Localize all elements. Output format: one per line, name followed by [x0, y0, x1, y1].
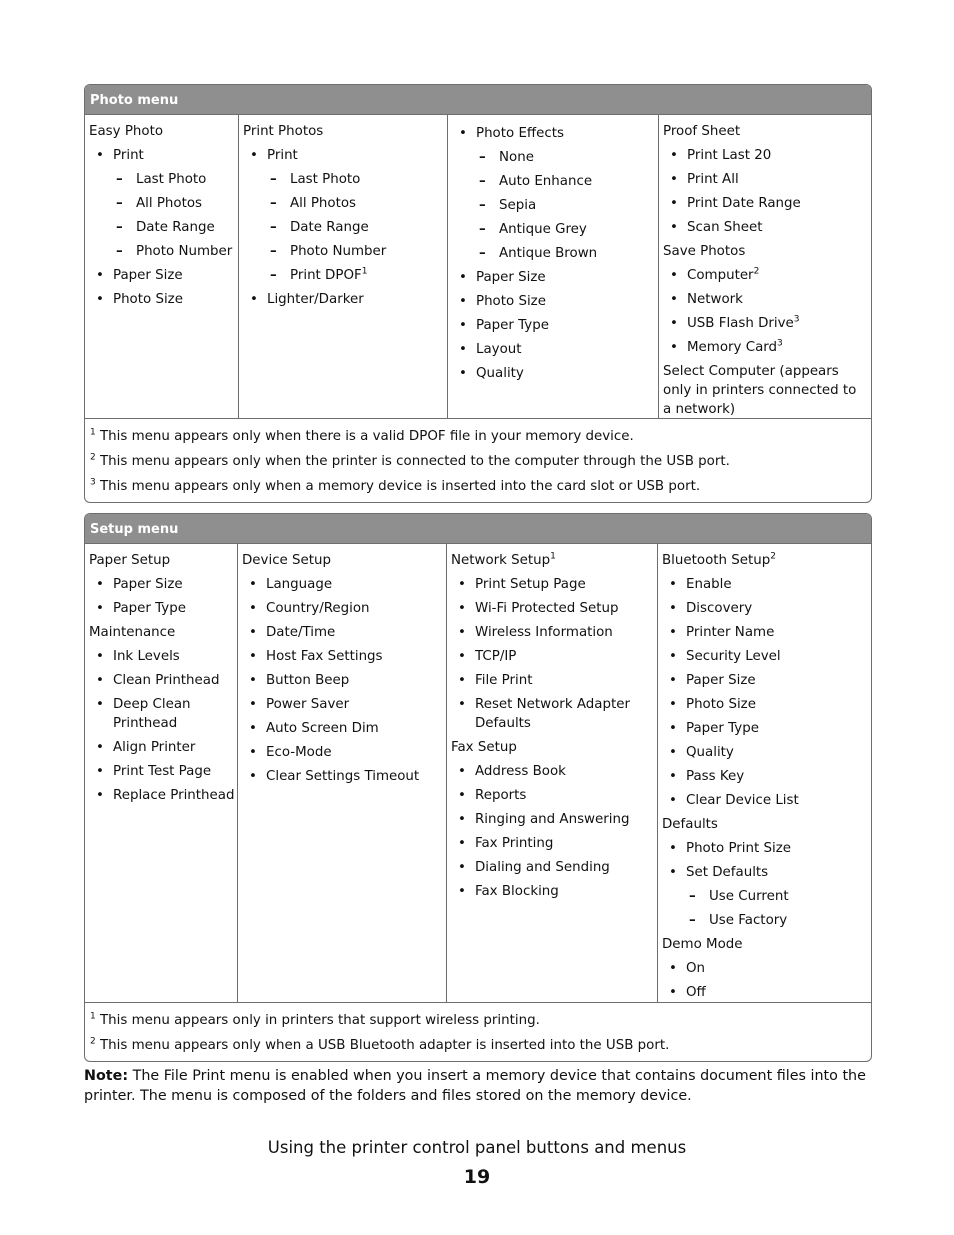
footnote-ref: 1	[361, 266, 368, 277]
menu-item-label: Network	[687, 292, 743, 307]
footnote-number: 1	[90, 427, 96, 438]
setup-menu-column	[238, 544, 447, 1002]
menu-item	[452, 314, 654, 338]
menu-item	[243, 288, 443, 312]
menu-item	[89, 760, 233, 784]
page-number: 19	[463, 1166, 491, 1188]
note-text: The File Print menu is enabled when you insert a memory device that contains document files into the printer. The menu is composed of the folders and files stored on the memory device.	[84, 1068, 866, 1104]
menu-item-label: Antique Brown	[499, 246, 598, 261]
menu-item-label: Use Factory	[709, 913, 788, 928]
menu-item-label: Sepia	[499, 198, 537, 213]
menu-subitem	[662, 885, 865, 909]
menu-item	[662, 669, 865, 693]
footnote-number: 3	[90, 477, 96, 488]
menu-item	[242, 717, 442, 741]
menu-item	[663, 144, 865, 168]
menu-item	[662, 597, 865, 621]
menu-item-label: Print DPOF	[290, 268, 362, 283]
menu-item-label: Paper Type	[476, 318, 549, 333]
menu-subitem	[452, 218, 654, 242]
menu-item-label: Fax Blocking	[475, 884, 559, 899]
menu-subitem	[452, 194, 654, 218]
menu-heading	[663, 360, 865, 422]
menu-item-label: Easy Photo	[89, 124, 164, 139]
menu-item-label: None	[499, 150, 534, 165]
menu-item-label: Print Test Page	[113, 764, 212, 779]
menu-item-label: Ringing and Answering	[475, 812, 630, 827]
footnote-number: 2	[90, 452, 96, 463]
menu-subitem	[243, 168, 443, 192]
footnote	[90, 449, 867, 474]
menu-heading	[243, 120, 443, 144]
menu-item	[89, 573, 233, 597]
menu-item-label: USB Flash Drive	[687, 316, 794, 331]
menu-item	[242, 669, 442, 693]
file-print-note	[84, 1066, 874, 1106]
menu-item-label: Pass Key	[686, 769, 745, 784]
menu-item-label: Print	[267, 148, 298, 163]
menu-subitem	[89, 192, 234, 216]
menu-item-label: Ink Levels	[113, 649, 180, 664]
menu-item	[662, 573, 865, 597]
menu-item-label: Enable	[686, 577, 732, 592]
menu-item-label: All Photos	[136, 196, 203, 211]
menu-item	[662, 693, 865, 717]
footer-title: Using the printer control panel buttons and menus	[267, 1138, 687, 1157]
menu-item	[451, 597, 653, 621]
menu-item-label: Auto Screen Dim	[266, 721, 379, 736]
menu-subitem	[243, 216, 443, 240]
setup-menu-footnotes	[85, 1003, 871, 1061]
menu-item-label: Antique Grey	[499, 222, 587, 237]
menu-item	[451, 693, 653, 736]
menu-item-label: Save Photos	[663, 244, 746, 259]
menu-item-label: Lighter/Darker	[267, 292, 364, 307]
menu-item-label: Fax Printing	[475, 836, 554, 851]
menu-item	[662, 765, 865, 789]
menu-item	[89, 264, 234, 288]
menu-item	[662, 741, 865, 765]
menu-item	[242, 693, 442, 717]
menu-item-label: Print Setup Page	[475, 577, 586, 592]
menu-item-label: Scan Sheet	[687, 220, 763, 235]
menu-item-label: Dialing and Sending	[475, 860, 610, 875]
menu-item-label: Photo Print Size	[686, 841, 791, 856]
menu-item	[89, 597, 233, 621]
menu-item-label: On	[686, 961, 706, 976]
footnote-ref: 3	[777, 338, 783, 349]
menu-item	[243, 144, 443, 168]
menu-item	[662, 717, 865, 741]
menu-subitem	[243, 240, 443, 264]
menu-item	[89, 693, 233, 736]
menu-item-label: Demo Mode	[662, 937, 743, 952]
footnote-text: This menu appears only when the printer is connected to the computer through the USB port.	[95, 454, 730, 469]
menu-item-label: Fax Setup	[451, 740, 517, 755]
menu-item-label: Photo Size	[113, 292, 183, 307]
menu-item-label: Power Saver	[266, 697, 350, 712]
footnote	[90, 424, 867, 449]
menu-item	[663, 264, 865, 288]
menu-item-label: File Print	[475, 673, 533, 688]
menu-item-label: Defaults	[662, 817, 718, 832]
menu-item	[89, 669, 233, 693]
menu-item-label: Wireless Information	[475, 625, 613, 640]
menu-item-label: Select Computer (appears only in printers connected to a network)	[663, 364, 857, 417]
menu-item-label: Photo Number	[136, 244, 233, 259]
menu-item-label: Use Current	[709, 889, 789, 904]
menu-heading	[89, 549, 233, 573]
menu-item-label: Paper Size	[113, 577, 183, 592]
menu-heading	[89, 621, 233, 645]
photo-menu-footnotes	[85, 419, 871, 502]
menu-item-label: Reset Network Adapter Defaults	[475, 697, 630, 731]
menu-item-label: Quality	[476, 366, 524, 381]
setup-menu-table	[84, 513, 872, 1062]
menu-item	[663, 216, 865, 240]
menu-subitem	[243, 264, 443, 288]
menu-item	[89, 784, 233, 808]
footnote-text: This menu appears only in printers that support wireless printing.	[95, 1013, 540, 1028]
menu-item	[662, 645, 865, 669]
menu-item-label: TCP/IP	[475, 649, 517, 664]
footnote-number: 2	[90, 1036, 96, 1047]
note-label: Note:	[84, 1068, 129, 1084]
menu-item	[451, 760, 653, 784]
photo-menu-column	[659, 115, 869, 418]
menu-item-label: Address Book	[475, 764, 566, 779]
menu-item-label: Paper Size	[476, 270, 546, 285]
menu-item-label: All Photos	[290, 196, 357, 211]
menu-heading	[451, 736, 653, 760]
menu-item	[451, 856, 653, 880]
menu-item-label: Print Last 20	[687, 148, 772, 163]
footnote-ref: 2	[770, 551, 776, 562]
menu-item	[242, 765, 442, 789]
menu-item	[451, 832, 653, 856]
menu-item	[452, 122, 654, 146]
menu-heading	[662, 813, 865, 837]
menu-item-label: Layout	[476, 342, 522, 357]
footnote-number: 1	[90, 1011, 96, 1022]
menu-item-label: Off	[686, 985, 706, 1000]
menu-item-label: Quality	[686, 745, 734, 760]
menu-item	[89, 736, 233, 760]
footnote-ref: 2	[753, 266, 760, 277]
footnote	[90, 1033, 867, 1058]
menu-item-label: Eco-Mode	[266, 745, 332, 760]
footnote	[90, 1008, 867, 1033]
menu-item-label: Paper Setup	[89, 553, 171, 568]
setup-menu-column	[447, 544, 658, 1002]
footnote-ref: 1	[550, 551, 556, 562]
footnote-text: This menu appears only when there is a valid DPOF file in your memory device.	[95, 429, 634, 444]
menu-item	[663, 312, 865, 336]
menu-item	[452, 338, 654, 362]
menu-item	[662, 861, 865, 885]
menu-item	[451, 645, 653, 669]
footnote-text: This menu appears only when a memory device is inserted into the card slot or USB port.	[95, 479, 701, 494]
menu-item-label: Print Photos	[243, 124, 324, 139]
menu-item-label: Network Setup	[451, 553, 551, 568]
menu-item-label: Proof Sheet	[663, 124, 741, 139]
menu-heading	[89, 120, 234, 144]
menu-item-label: Auto Enhance	[499, 174, 593, 189]
menu-item-label: Date Range	[136, 220, 215, 235]
menu-subitem	[662, 909, 865, 933]
menu-item-label: Print	[113, 148, 144, 163]
menu-item-label: Last Photo	[290, 172, 361, 187]
menu-item-label: Date Range	[290, 220, 369, 235]
menu-item	[451, 621, 653, 645]
menu-subitem	[243, 192, 443, 216]
menu-item-label: Paper Size	[686, 673, 756, 688]
photo-menu-title: Photo menu	[85, 85, 871, 115]
menu-item	[662, 957, 865, 981]
photo-menu-columns	[85, 115, 871, 419]
photo-menu-table	[84, 84, 872, 503]
menu-item	[663, 336, 865, 360]
setup-menu-column	[85, 544, 238, 1002]
menu-item-label: Date/Time	[266, 625, 336, 640]
menu-item-label: Last Photo	[136, 172, 207, 187]
menu-item-label: Wi-Fi Protected Setup	[475, 601, 619, 616]
menu-item	[451, 880, 653, 904]
menu-heading	[662, 933, 865, 957]
menu-item	[662, 789, 865, 813]
menu-item-label: Bluetooth Setup	[662, 553, 771, 568]
menu-item-label: Host Fax Settings	[266, 649, 383, 664]
footnote	[90, 474, 867, 499]
menu-item-label: Paper Type	[113, 601, 186, 616]
menu-subitem	[89, 168, 234, 192]
menu-item-label: Deep Clean Printhead	[113, 697, 191, 731]
photo-menu-column	[239, 115, 448, 418]
menu-item-label: Clear Settings Timeout	[266, 769, 420, 784]
menu-item-label: Set Defaults	[686, 865, 769, 880]
menu-item	[242, 645, 442, 669]
menu-item-label: Photo Effects	[476, 126, 564, 141]
menu-item	[452, 362, 654, 386]
photo-menu-column	[85, 115, 239, 418]
menu-item-label: Discovery	[686, 601, 753, 616]
menu-item	[242, 597, 442, 621]
menu-item-label: Clear Device List	[686, 793, 799, 808]
menu-subitem	[452, 146, 654, 170]
footnote-text: This menu appears only when a USB Bluetooth adapter is inserted into the USB port.	[95, 1038, 670, 1053]
menu-heading	[662, 549, 865, 573]
setup-menu-columns	[85, 544, 871, 1003]
menu-item	[662, 621, 865, 645]
menu-heading	[663, 120, 865, 144]
menu-item-label: Button Beep	[266, 673, 350, 688]
menu-subitem	[89, 216, 234, 240]
menu-item	[663, 168, 865, 192]
menu-item-label: Photo Size	[686, 697, 756, 712]
menu-item	[451, 669, 653, 693]
menu-item-label: Paper Type	[686, 721, 759, 736]
menu-item	[452, 290, 654, 314]
footnote-ref: 3	[793, 314, 800, 325]
menu-item	[663, 288, 865, 312]
menu-item-label: Photo Size	[476, 294, 546, 309]
menu-item	[451, 808, 653, 832]
menu-item-label: Reports	[475, 788, 527, 803]
menu-item-label: Printer Name	[686, 625, 775, 640]
menu-item	[242, 741, 442, 765]
menu-item	[451, 573, 653, 597]
setup-menu-column	[658, 544, 869, 1002]
menu-item-label: Paper Size	[113, 268, 183, 283]
menu-subitem	[89, 240, 234, 264]
menu-subitem	[452, 242, 654, 266]
menu-item	[662, 837, 865, 861]
menu-subitem	[452, 170, 654, 194]
menu-heading	[451, 549, 653, 573]
menu-item	[242, 573, 442, 597]
menu-item	[89, 144, 234, 168]
menu-item-label: Memory Card	[687, 340, 778, 355]
menu-item	[89, 288, 234, 312]
menu-heading	[663, 240, 865, 264]
menu-item-label: Clean Printhead	[113, 673, 220, 688]
photo-menu-column	[448, 115, 659, 418]
menu-item	[242, 621, 442, 645]
setup-menu-title: Setup menu	[85, 514, 871, 544]
menu-item-label: Language	[266, 577, 333, 592]
menu-item	[663, 192, 865, 216]
menu-item-label: Align Printer	[113, 740, 196, 755]
menu-item-label: Security Level	[686, 649, 781, 664]
menu-item-label: Replace Printhead	[113, 788, 235, 803]
menu-item	[662, 981, 865, 1005]
menu-item	[89, 645, 233, 669]
menu-item	[452, 266, 654, 290]
menu-item-label: Computer	[687, 268, 754, 283]
menu-item-label: Device Setup	[242, 553, 332, 568]
menu-item-label: Maintenance	[89, 625, 176, 640]
menu-item-label: Country/Region	[266, 601, 370, 616]
menu-item-label: Photo Number	[290, 244, 387, 259]
menu-heading	[242, 549, 442, 573]
menu-item	[451, 784, 653, 808]
menu-item-label: Print Date Range	[687, 196, 801, 211]
menu-item-label: Print All	[687, 172, 739, 187]
